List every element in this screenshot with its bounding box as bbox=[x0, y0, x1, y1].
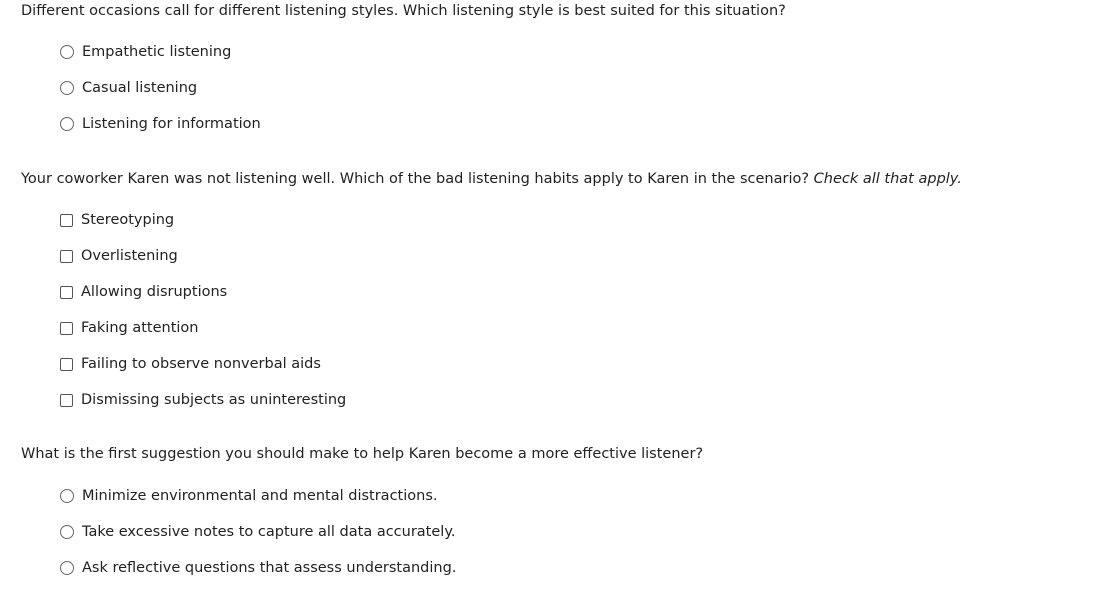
radio-button[interactable] bbox=[60, 489, 74, 503]
option-label: Dismissing subjects as uninteresting bbox=[81, 392, 347, 408]
radio-button[interactable] bbox=[60, 117, 74, 131]
question-2-prompt bbox=[21, 169, 962, 189]
question-3-prompt bbox=[21, 444, 703, 464]
q2-option-stereotyping[interactable] bbox=[60, 210, 174, 230]
checkbox[interactable] bbox=[60, 214, 73, 227]
q2-option-dismissing-subjects[interactable] bbox=[60, 390, 346, 410]
radio-button[interactable] bbox=[60, 45, 74, 59]
radio-button[interactable] bbox=[60, 525, 74, 539]
checkbox[interactable] bbox=[60, 358, 73, 371]
question-2-instruction: Check all that apply. bbox=[813, 171, 962, 187]
q1-option-empathetic-listening[interactable] bbox=[60, 42, 231, 62]
question-2-text: Your coworker Karen was not listening well. Which of the bad listening habits apply to Karen in the scenario? bbox=[21, 171, 810, 187]
option-label: Allowing disruptions bbox=[81, 284, 228, 300]
checkbox[interactable] bbox=[60, 286, 73, 299]
radio-button[interactable] bbox=[60, 81, 74, 95]
q2-option-faking-attention[interactable] bbox=[60, 318, 198, 338]
q1-option-listening-for-information[interactable] bbox=[60, 114, 261, 134]
option-label: Failing to observe nonverbal aids bbox=[81, 356, 321, 372]
option-label: Minimize environmental and mental distractions. bbox=[82, 488, 438, 504]
option-label: Faking attention bbox=[81, 320, 199, 336]
q3-option-ask-reflective-questions[interactable] bbox=[60, 558, 456, 578]
option-label: Stereotyping bbox=[81, 212, 175, 228]
question-1-prompt bbox=[21, 1, 786, 21]
q2-option-failing-to-observe-nonverbal-aids[interactable] bbox=[60, 354, 321, 374]
checkbox[interactable] bbox=[60, 394, 73, 407]
q3-option-minimize-distractions[interactable] bbox=[60, 486, 437, 506]
q2-option-allowing-disruptions[interactable] bbox=[60, 282, 227, 302]
checkbox[interactable] bbox=[60, 322, 73, 335]
option-label: Casual listening bbox=[82, 80, 198, 96]
option-label: Take excessive notes to capture all data accurately. bbox=[82, 524, 456, 540]
option-label: Ask reflective questions that assess understanding. bbox=[82, 560, 457, 576]
option-label: Listening for information bbox=[82, 116, 261, 132]
checkbox[interactable] bbox=[60, 250, 73, 263]
question-3-text: What is the first suggestion you should make to help Karen become a more effective listener? bbox=[21, 446, 704, 462]
q1-option-casual-listening[interactable] bbox=[60, 78, 197, 98]
q2-option-overlistening[interactable] bbox=[60, 246, 178, 266]
question-1-text: Different occasions call for different listening styles. Which listening style is best suited for this situation? bbox=[21, 3, 786, 19]
option-label: Overlistening bbox=[81, 248, 178, 264]
option-label: Empathetic listening bbox=[82, 44, 232, 60]
q3-option-take-excessive-notes[interactable] bbox=[60, 522, 455, 542]
radio-button[interactable] bbox=[60, 561, 74, 575]
